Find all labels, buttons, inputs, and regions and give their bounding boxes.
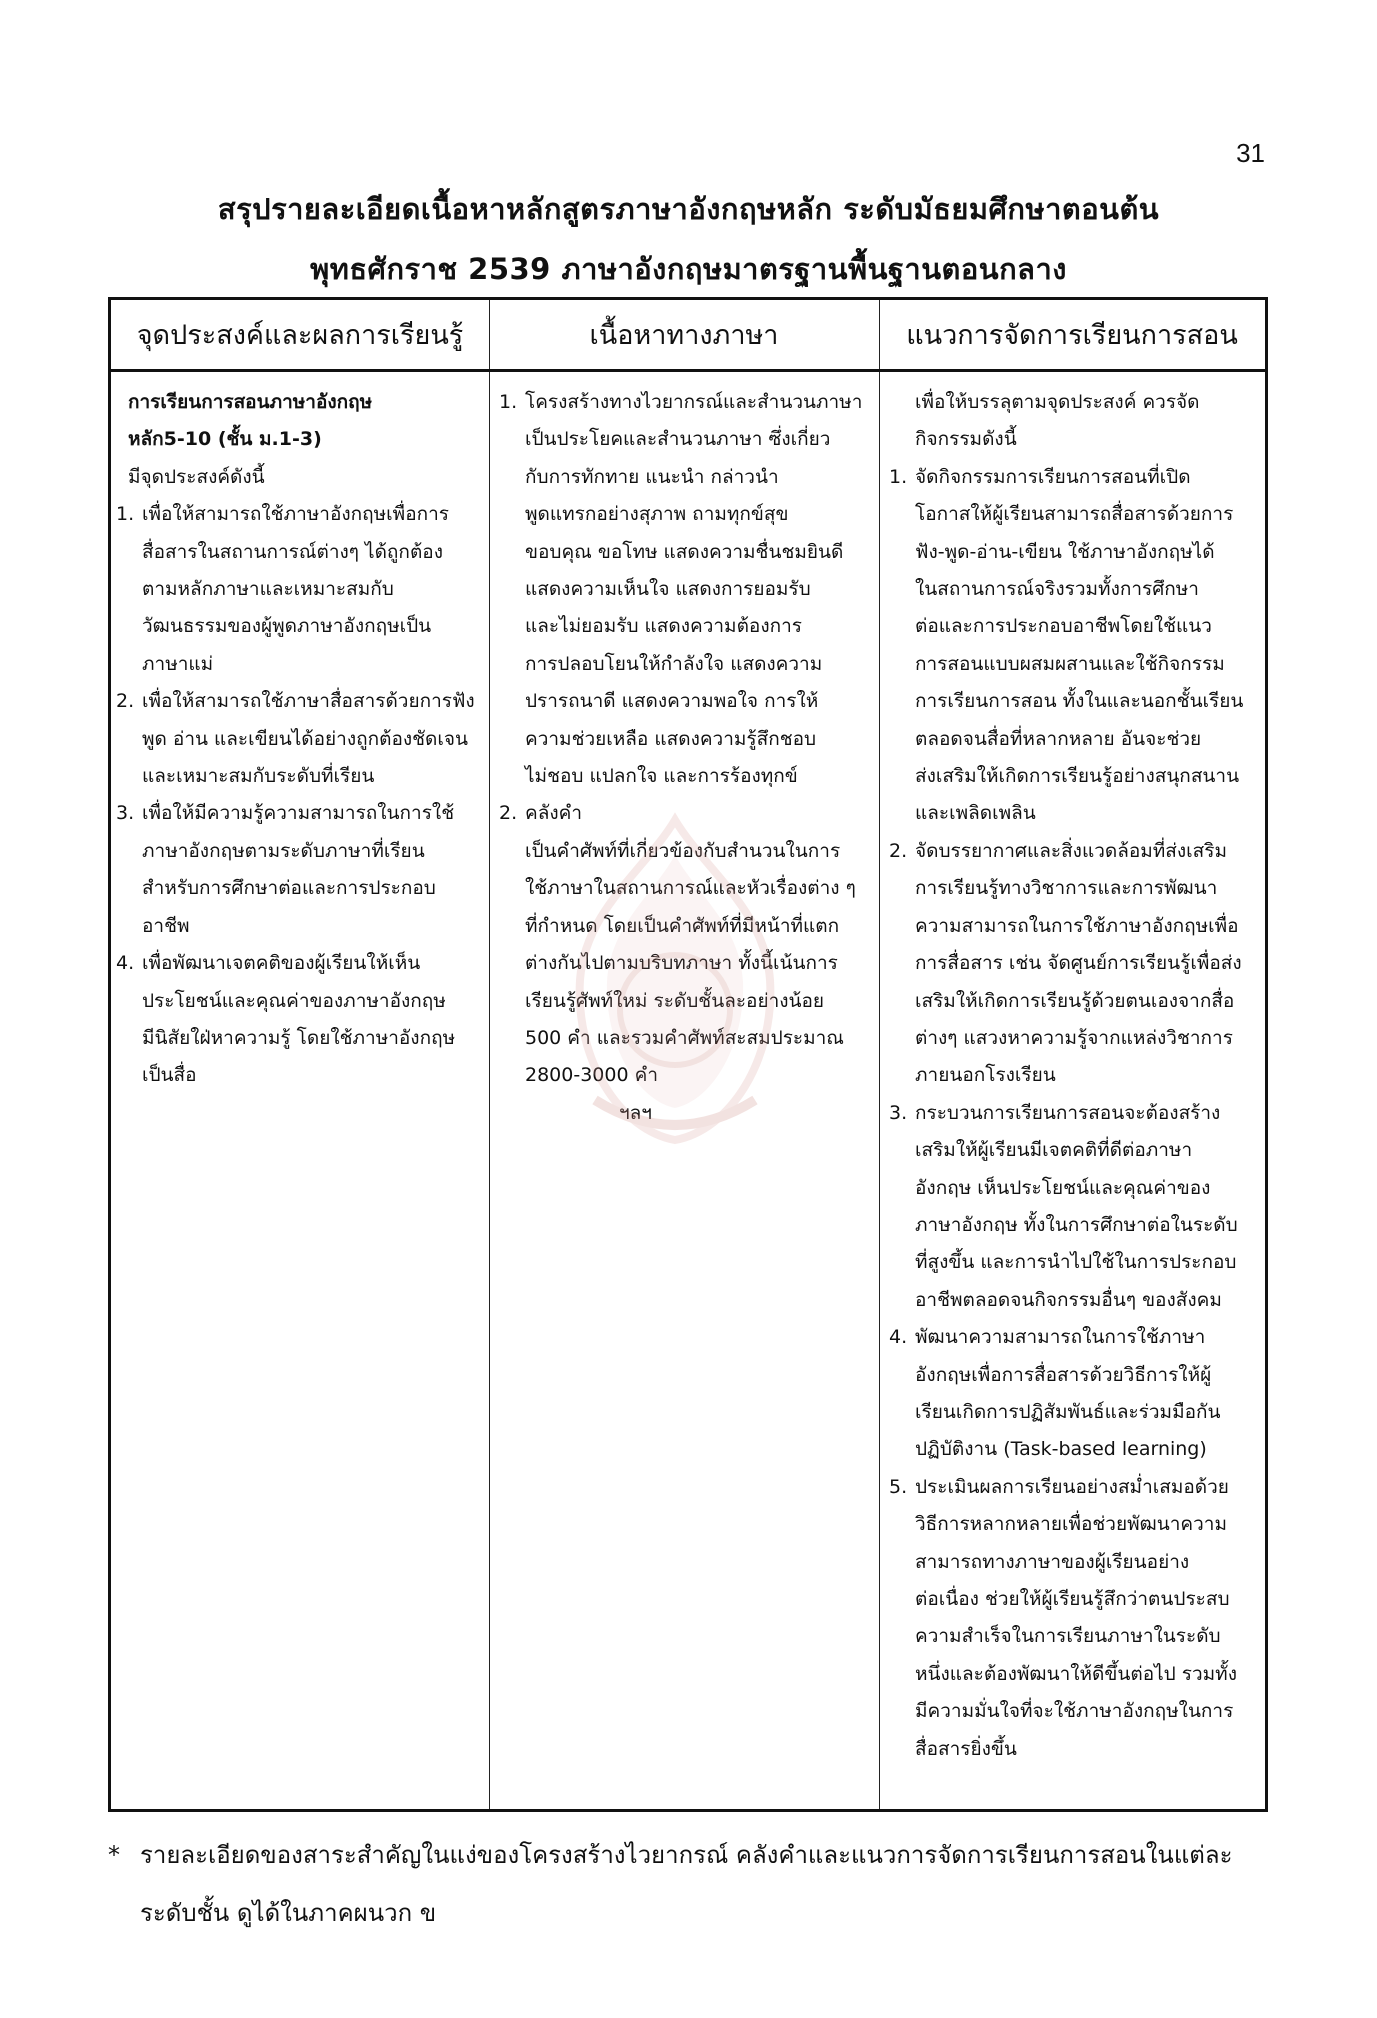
- list-item-line: ความสามารถในการใช้ภาษาอังกฤษเพื่อ: [915, 914, 1239, 937]
- list-item-line: สำหรับการศึกษาต่อและการประกอบ: [142, 877, 436, 900]
- page-title-line-1: สรุปรายละเอียดเนื้อหาหลักสูตรภาษาอังกฤษหลัก ระดับมัธยมศึกษาตอนต้น: [217, 192, 1160, 226]
- list-item-line: กับการทักทาย แนะนำ กล่าวนำ: [525, 465, 779, 488]
- approach-intro-line: เพื่อให้บรรลุตามจุดประสงค์ ควรจัด: [915, 391, 1200, 413]
- list-item-line: สามารถทางภาษาของผู้เรียนอย่าง: [915, 1550, 1190, 1573]
- list-item-line: ภาษาอังกฤษ ทั้งในการศึกษาต่อในระดับ: [915, 1213, 1238, 1236]
- list-item-line: ส่งเสริมให้เกิดการเรียนรู้อย่างสนุกสนาน: [915, 765, 1240, 788]
- list-item-line: การเรียนรู้ทางวิชาการและการพัฒนา: [915, 877, 1218, 900]
- list-item: 4. เพื่อพัฒนาเจตคติของผู้เรียนให้เห็น: [116, 952, 421, 975]
- list-item-line: พูด อ่าน และเขียนได้อย่างถูกต้องชัดเจน: [142, 727, 468, 750]
- list-item-line: ขอบคุณ ขอโทษ แสดงความชื่นชมยินดี: [525, 540, 844, 563]
- list-item-line: และไม่ยอมรับ แสดงความต้องการ: [525, 615, 802, 638]
- list-item-line: แสดงความเห็นใจ แสดงการยอมรับ: [525, 578, 811, 601]
- header-rule: [111, 369, 1265, 372]
- list-item-line: 500 คำ และรวมคำศัพท์สะสมประมาณ: [525, 1026, 844, 1049]
- list-item-line: ฟัง-พูด-อ่าน-เขียน ใช้ภาษาอังกฤษได้: [915, 540, 1215, 563]
- column-divider: [879, 300, 880, 1809]
- list-item-line: ตลอดจนสื่อที่หลากหลาย อันจะช่วย: [915, 727, 1202, 750]
- list-item-line: เป็นคำศัพท์ที่เกี่ยวข้องกับสำนวนในการ: [525, 839, 841, 862]
- footnote-line-1: รายละเอียดของสาระสำคัญในแง่ของโครงสร้างไวยากรณ์ คลังคำและแนวการจัดการเรียนการสอนในแต่ละ: [140, 1841, 1233, 1869]
- list-item-line: ต่างๆ แสวงหาความรู้จากแหล่งวิชาการ: [915, 1026, 1233, 1049]
- list-item-line: ไม่ชอบ แปลกใจ และการร้องทุกข์: [525, 765, 798, 788]
- list-item-line: การเรียนการสอน ทั้งในและนอกชั้นเรียน: [915, 690, 1244, 713]
- list-item-line: อาชีพตลอดจนกิจกรรมอื่นๆ ของสังคม: [915, 1288, 1222, 1311]
- list-item-line: พูดแทรกอย่างสุภาพ ถามทุกข์สุข: [525, 503, 789, 526]
- list-item-line: เรียนรู้ศัพท์ใหม่ ระดับชั้นละอย่างน้อย: [525, 989, 825, 1012]
- list-item: 1. โครงสร้างทางไวยากรณ์และสำนวนภาษา: [499, 391, 863, 413]
- list-item-line: วิธีการหลากหลายเพื่อช่วยพัฒนาความ: [915, 1513, 1227, 1536]
- etc-mark: ฯลฯ: [619, 1101, 652, 1124]
- list-item: 4. พัฒนาความสามารถในการใช้ภาษา: [889, 1326, 1206, 1349]
- list-item-line: ที่สูงขึ้น และการนำไปใช้ในการประกอบ: [915, 1251, 1237, 1274]
- list-item-line: เรียนเกิดการปฏิสัมพันธ์และร่วมมือกัน: [915, 1400, 1221, 1423]
- list-item-line: ต่อและการประกอบอาชีพโดยใช้แนว: [915, 615, 1212, 638]
- footnote-marker: *: [108, 1841, 120, 1869]
- list-item-line: 2800-3000 คำ: [525, 1064, 658, 1087]
- list-item-line: หนึ่งและต้องพัฒนาให้ดีขึ้นต่อไป รวมทั้ง: [915, 1662, 1237, 1685]
- language-content-cell: [499, 384, 871, 1132]
- list-item: 3. เพื่อให้มีความรู้ความสามารถในการใช้: [116, 802, 455, 825]
- list-item-line: ความช่วยเหลือ แสดงความรู้สึกชอบ: [525, 727, 817, 750]
- list-item-line: ในสถานการณ์จริงรวมทั้งการศึกษา: [915, 578, 1199, 601]
- approach-intro-line: กิจกรรมดังนี้: [915, 428, 1017, 451]
- list-item-line: และเพลิดเพลิน: [915, 802, 1036, 825]
- list-item-line: เสริมให้เกิดการเรียนรู้ด้วยตนเองจากสื่อ: [915, 989, 1235, 1012]
- list-item-line: ใช้ภาษาในสถานการณ์และหัวเรื่องต่าง ๆ: [525, 877, 856, 900]
- list-item-line: มีนิสัยใฝ่หาความรู้ โดยใช้ภาษาอังกฤษ: [142, 1026, 456, 1049]
- page-title-line-2: พุทธศักราช 2539 ภาษาอังกฤษมาตรฐานพื้นฐานตอนกลาง: [310, 252, 1067, 286]
- footnote-line-2: ระดับชั้น ดูได้ในภาคผนวก ข: [140, 1899, 437, 1927]
- list-item-line: ต่อเนื่อง ช่วยให้ผู้เรียนรู้สึกว่าตนประสบ: [915, 1588, 1230, 1610]
- list-item: 2. เพื่อให้สามารถใช้ภาษาสื่อสารด้วยการฟัง: [116, 690, 475, 713]
- list-item-line: การปลอบโยนให้กำลังใจ แสดงความ: [525, 652, 823, 675]
- list-item-line: เสริมให้ผู้เรียนมีเจตคติที่ดีต่อภาษา: [915, 1139, 1193, 1162]
- column-header-language-content: เนื้อหาทางภาษา: [589, 320, 779, 351]
- list-item-line: อังกฤษ เห็นประโยชน์และคุณค่าของ: [915, 1176, 1211, 1199]
- list-item: 1. จัดกิจกรรมการเรียนการสอนที่เปิด: [889, 465, 1191, 488]
- objectives-intro: มีจุดประสงค์ดังนี้: [128, 465, 265, 488]
- list-item-line: อาชีพ: [142, 914, 190, 937]
- list-item-line: เป็นสื่อ: [142, 1064, 197, 1087]
- list-item: 5. ประเมินผลการเรียนอย่างสม่ำเสมอด้วย: [889, 1475, 1229, 1498]
- list-item: 2. คลังคำ: [499, 802, 583, 825]
- list-item-line: ภาษาอังกฤษตามระดับภาษาที่เรียน: [142, 839, 425, 862]
- page-number: 31: [1236, 138, 1265, 168]
- list-item-line: โอกาสให้ผู้เรียนสามารถสื่อสารด้วยการ: [915, 503, 1234, 526]
- list-item-line: ประโยชน์และคุณค่าของภาษาอังกฤษ: [142, 989, 446, 1012]
- list-item-line: การสอนแบบผสมผสานและใช้กิจกรรม: [915, 652, 1225, 675]
- teaching-approach-cell: [889, 384, 1259, 1768]
- list-item-line: อังกฤษเพื่อการสื่อสารด้วยวิธีการให้ผู้: [915, 1363, 1212, 1386]
- list-item: 3. กระบวนการเรียนการสอนจะต้องสร้าง: [889, 1101, 1221, 1124]
- list-item-line: วัฒนธรรมของผู้พูดภาษาอังกฤษเป็น: [142, 615, 432, 638]
- list-item-line: ภาษาแม่: [142, 652, 214, 675]
- list-item: 2. จัดบรรยากาศและสิ่งแวดล้อมที่ส่งเสริม: [889, 839, 1227, 862]
- curriculum-table: [108, 297, 1268, 1812]
- list-item-line: มีความมั่นใจที่จะใช้ภาษาอังกฤษในการ: [915, 1700, 1234, 1723]
- list-item-line: และเหมาะสมกับระดับที่เรียน: [142, 765, 375, 788]
- list-item-line: ปรารถนาดี แสดงความพอใจ การให้: [525, 690, 819, 713]
- column-divider: [489, 300, 490, 1809]
- list-item: 1. เพื่อให้สามารถใช้ภาษาอังกฤษเพื่อการ: [116, 503, 449, 526]
- list-item-line: ความสำเร็จในการเรียนภาษาในระดับ: [915, 1625, 1221, 1648]
- list-item-line: ต่างกันไปตามบริบทภาษา ทั้งนี้เน้นการ: [525, 952, 838, 975]
- column-header-objectives: จุดประสงค์และผลการเรียนรู้: [136, 320, 464, 351]
- objectives-cell: [116, 384, 482, 1095]
- list-item-line: สื่อสารยิ่งขึ้น: [915, 1737, 1017, 1760]
- objectives-subheading: หลัก5-10 (ชั้น ม.1-3): [128, 428, 322, 451]
- column-header-teaching-approach: แนวการจัดการเรียนการสอน: [906, 320, 1238, 351]
- footnote: [108, 1826, 1268, 1942]
- list-item-line: ตามหลักภาษาและเหมาะสมกับ: [142, 578, 394, 601]
- list-item-line: การสื่อสาร เช่น จัดศูนย์การเรียนรู้เพื่อส่ง: [915, 952, 1242, 975]
- list-item-line: ที่กำหนด โดยเป็นคำศัพท์ที่มีหน้าที่แตก: [525, 914, 840, 937]
- list-item-line: เป็นประโยคและสำนวนภาษา ซึ่งเกี่ยว: [525, 428, 831, 451]
- list-item-line: สื่อสารในสถานการณ์ต่างๆ ได้ถูกต้อง: [142, 540, 443, 563]
- list-item-line: ปฏิบัติงาน (Task-based learning): [915, 1438, 1207, 1461]
- objectives-heading: การเรียนการสอนภาษาอังกฤษ: [128, 391, 373, 413]
- list-item-line: ภายนอกโรงเรียน: [915, 1064, 1056, 1087]
